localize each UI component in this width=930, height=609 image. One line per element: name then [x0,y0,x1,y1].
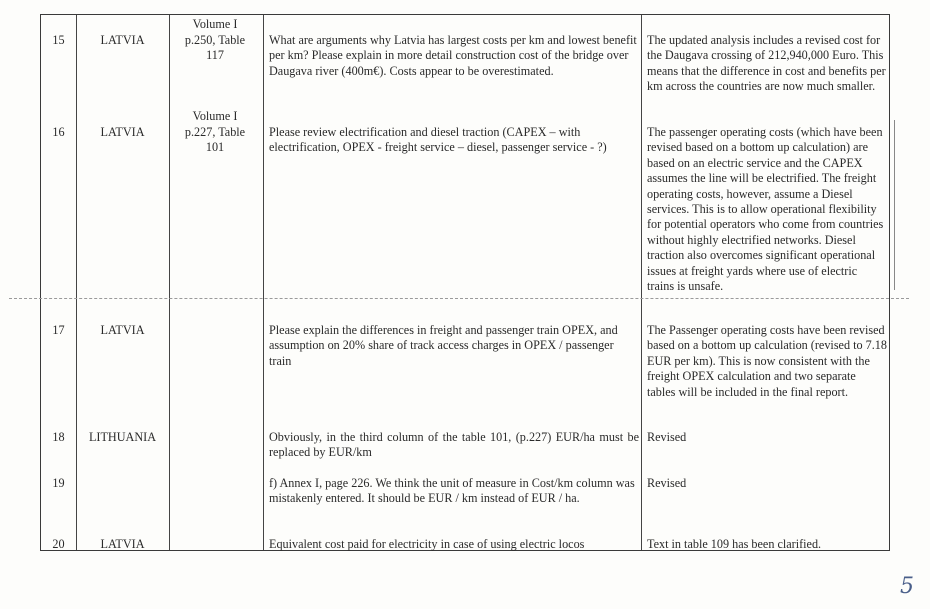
row-question: Obviously, in the third column of the table 101, (p.227) EUR/ha must be replaced by EUR/km [269,430,639,460]
comments-table [40,14,890,551]
row-country: LATVIA [100,33,145,47]
column-divider [641,15,642,550]
row-number: 15 [52,33,65,47]
row-country: LATVIA [100,323,145,337]
row-question: Equivalent cost paid for electricity in case of using electric locos [269,537,585,551]
ref-line: p.227, Table [184,125,246,139]
row-number: 20 [52,537,65,551]
column-divider [263,15,264,550]
row-answer: The passenger operating costs (which have been revised based on a bottom up calculation) are based on an electric service and the CAPEX assumes the line will be electrified. The freight operating costs, however, assume a Diesel services. This is to allow operational flexibility for potential operators who come from countries without highly electrified networks. Diesel traction also overcomes significant operational issues at freight yards where use of electric trains is unsafe. [647,125,884,294]
column-divider [169,15,170,550]
ref-line: 101 [205,140,225,155]
scan-margin-line [894,120,895,290]
row-answer: The Passenger operating costs have been revised based on a bottom up calculation (revised to 7.18 EUR per km). This is now consistent with the freight OPEX calculation and two separate tables will be included in the final report. [647,323,887,399]
fold-line [9,298,909,299]
column-divider [76,15,77,550]
ref-line: 117 [206,48,224,63]
row-reference [169,125,261,156]
row-answer: Revised [647,430,687,444]
row-answer: Revised [647,476,687,490]
row-answer: The updated analysis includes a revised cost for the Daugava crossing of 212,940,000 Euro. This means that the difference in cost and benefits per km across the countries are now much smaller. [647,33,886,94]
row-number: 17 [52,323,65,337]
row-question: Please review electrification and diesel traction (CAPEX – with electrification, OPEX - freight service – diesel, passenger service - ?) [269,125,607,155]
row-number: 19 [52,476,65,490]
row-reference [169,33,261,64]
row-answer: Text in table 109 has been clarified. [647,537,822,551]
ref-line: p.250, Table [184,33,246,47]
row-number: 18 [52,430,65,444]
row-country: LATVIA [100,537,145,551]
ref-line: Volume I [192,17,238,31]
row-country: LITHUANIA [88,430,156,444]
row-question: Please explain the differences in freight and passenger train OPEX, and assumption on 20% share of track access charges in OPEX / passenger train [269,323,618,368]
page-number: 5 [900,574,914,599]
row-question: What are arguments why Latvia has largest costs per km and lowest benefit per km? Please explain in more detail construction cost of the bridge over Daugava river (400m€). Costs appear to be overestimated. [269,33,637,78]
row-number: 16 [52,125,65,139]
row-country: LATVIA [100,125,145,139]
ref-line: Volume I [192,109,238,123]
row-question: f) Annex I, page 226. We think the unit of measure in Cost/km column was mistakenly entered. It should be EUR / km instead of EUR / ha. [269,476,635,506]
